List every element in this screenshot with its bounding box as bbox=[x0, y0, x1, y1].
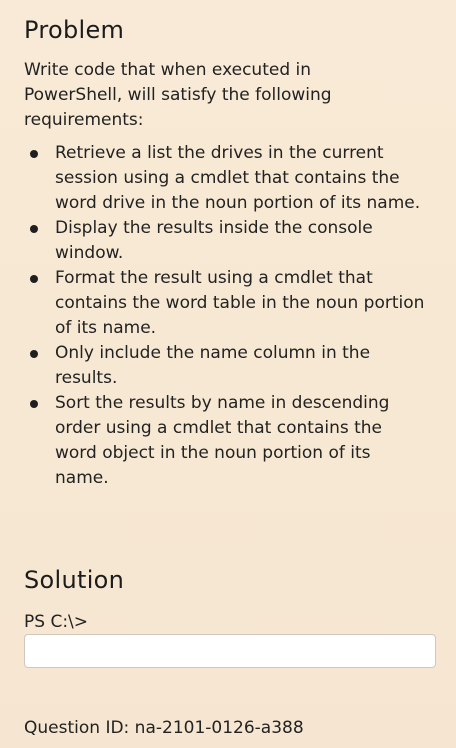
solution-input[interactable] bbox=[24, 634, 436, 668]
requirements-list bbox=[24, 141, 429, 491]
requirement-item: Only include the name column in the results. bbox=[24, 341, 429, 391]
powershell-prompt: PS C:\> bbox=[24, 612, 89, 632]
requirement-item: Format the result using a cmdlet that contains the word table in the noun portion of its name. bbox=[24, 266, 429, 341]
requirement-item: Retrieve a list the drives in the current session using a cmdlet that contains the word drive in the noun portion of its name. bbox=[24, 141, 429, 216]
requirement-item: Sort the results by name in descending order using a cmdlet that contains the word object in the noun portion of its name. bbox=[24, 391, 429, 491]
solution-heading: Solution bbox=[24, 566, 125, 594]
requirement-item: Display the results inside the console window. bbox=[24, 216, 429, 266]
question-id: Question ID: na-2101-0126-a388 bbox=[24, 718, 304, 738]
problem-intro: Write code that when executed in PowerShell, will satisfy the following requirements: bbox=[24, 60, 332, 130]
problem-heading: Problem bbox=[24, 16, 125, 44]
